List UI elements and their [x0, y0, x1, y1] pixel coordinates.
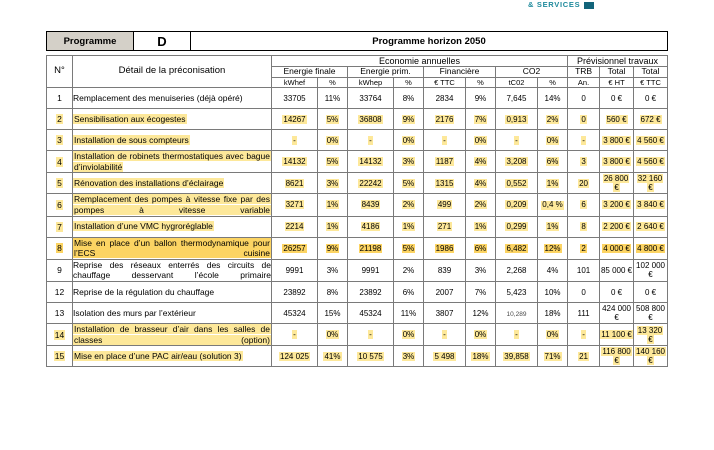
row-description: Remplacement des menuiseries (déjà opéré) [73, 88, 272, 109]
cell-kwhep: 23892 [348, 282, 394, 303]
cell-pct-energie-prim: 1% [394, 216, 424, 237]
table-row [47, 282, 668, 303]
table-row [47, 130, 668, 151]
row-number: 14 [47, 324, 73, 346]
cell-kwhep: 45324 [348, 303, 394, 324]
cell-pct-co2: 6% [538, 151, 568, 173]
row-number: 8 [47, 237, 73, 259]
cell-pct-financiere: 12% [466, 303, 496, 324]
row-number: 12 [47, 282, 73, 303]
cell-financiere-ttc: 2176 [424, 109, 466, 130]
row-description: Remplacement des pompes à vitesse fixe par des pompes à vitesse variable [74, 194, 270, 215]
cell-pct-energie-prim: 6% [394, 282, 424, 303]
table-row [47, 109, 668, 130]
cell-kwhef: 45324 [272, 303, 318, 324]
cell-total-ht: 116 800 € [600, 346, 634, 367]
cell-pct-financiere: 18% [466, 346, 496, 367]
cell-financiere-ttc: 271 [424, 216, 466, 237]
header-trb: TRB [568, 67, 600, 78]
cell-pct-energie-prim: 5% [394, 173, 424, 194]
cell-financiere-ttc: - [424, 130, 466, 151]
unit-pct-1: % [318, 78, 348, 88]
cell-kwhep: 21198 [348, 237, 394, 259]
cell-trb: 21 [568, 346, 600, 367]
cell-financiere-ttc: 1315 [424, 173, 466, 194]
cell-trb: 0 [568, 88, 600, 109]
cell-pct-energie-finale: 1% [318, 216, 348, 237]
unit-pct-2: % [394, 78, 424, 88]
cell-trb: 0 [568, 109, 600, 130]
cell-total-ttc: 0 € [634, 282, 668, 303]
table-row [47, 173, 668, 194]
cell-kwhef: 14267 [272, 109, 318, 130]
cell-tco2: - [496, 324, 538, 346]
cell-total-ht: 424 000 € [600, 303, 634, 324]
table-row [47, 346, 668, 367]
cell-pct-energie-finale: 5% [318, 109, 348, 130]
cell-total-ttc: 2 640 € [634, 216, 668, 237]
cell-total-ht: 3 200 € [600, 194, 634, 216]
cell-pct-financiere: 4% [466, 151, 496, 173]
cell-tco2: 7,645 [496, 88, 538, 109]
cell-kwhef: 14132 [272, 151, 318, 173]
cell-pct-energie-prim: 8% [394, 88, 424, 109]
cell-pct-financiere: 9% [466, 88, 496, 109]
programme-label: Programme [47, 32, 134, 50]
cell-kwhef: 3271 [272, 194, 318, 216]
header-energie-prim: Energie prim. [348, 67, 424, 78]
header-group-forecast: Prévisionnel travaux [568, 56, 668, 67]
cell-pct-financiere: 0% [466, 130, 496, 151]
brand-logo-text: & SERVICES [528, 0, 581, 9]
table-row [47, 303, 668, 324]
cell-tco2: 0,299 [496, 216, 538, 237]
cell-kwhef: 26257 [272, 237, 318, 259]
cell-pct-financiere: 7% [466, 282, 496, 303]
cell-total-ht: 2 200 € [600, 216, 634, 237]
cell-pct-co2: 10% [538, 282, 568, 303]
header-co2: CO2 [496, 67, 568, 78]
table-head [47, 56, 668, 88]
brand-logo-fragment [528, 0, 594, 9]
row-number: 9 [47, 259, 73, 281]
cell-tco2: - [496, 130, 538, 151]
unit-eht: € HT [600, 78, 634, 88]
cell-pct-energie-prim: 3% [394, 151, 424, 173]
unit-pct-4: % [538, 78, 568, 88]
unit-kwhep: kWhep [348, 78, 394, 88]
unit-tco2: tC02 [496, 78, 538, 88]
table-row [47, 259, 668, 281]
row-number: 7 [47, 216, 73, 237]
cell-kwhef: 8621 [272, 173, 318, 194]
cell-kwhef: - [272, 130, 318, 151]
row-description: Isolation des murs par l’extérieur [73, 303, 272, 324]
cell-pct-energie-prim: 2% [394, 259, 424, 281]
cell-pct-energie-finale: 9% [318, 237, 348, 259]
footer-clipped-text [52, 441, 662, 447]
cell-pct-financiere: 7% [466, 109, 496, 130]
cell-total-ht: 0 € [600, 282, 634, 303]
cell-total-ttc: 4 560 € [634, 151, 668, 173]
programme-value: D [134, 32, 191, 50]
cell-pct-energie-finale: 8% [318, 282, 348, 303]
cell-pct-co2: 2% [538, 109, 568, 130]
cell-tco2: 0,209 [496, 194, 538, 216]
cell-pct-energie-finale: 0% [318, 324, 348, 346]
cell-trb: 6 [568, 194, 600, 216]
cell-total-ttc: 672 € [634, 109, 668, 130]
cell-tco2: 0,913 [496, 109, 538, 130]
cell-pct-energie-finale: 0% [318, 130, 348, 151]
cell-trb: 0 [568, 282, 600, 303]
cell-financiere-ttc: 839 [424, 259, 466, 281]
cell-kwhef: 2214 [272, 216, 318, 237]
cell-pct-energie-finale: 15% [318, 303, 348, 324]
row-number: 6 [47, 194, 73, 216]
row-description: Reprise de la régulation du chauffage [73, 282, 272, 303]
cell-total-ht: 85 000 € [600, 259, 634, 281]
cell-pct-co2: 12% [538, 237, 568, 259]
cell-trb: 20 [568, 173, 600, 194]
row-description: Installation de robinets thermostatiques avec bague d’inviolabilité [74, 151, 270, 172]
cell-total-ttc: 0 € [634, 88, 668, 109]
header-detail: Détail de la préconisation [73, 56, 272, 88]
cell-pct-energie-finale: 11% [318, 88, 348, 109]
row-number: 1 [47, 88, 73, 109]
cell-kwhef: 124 025 [272, 346, 318, 367]
cell-pct-co2: 0,4 % [538, 194, 568, 216]
cell-pct-co2: 71% [538, 346, 568, 367]
cell-financiere-ttc: 1986 [424, 237, 466, 259]
unit-an: An. [568, 78, 600, 88]
cell-pct-financiere: 0% [466, 324, 496, 346]
cell-kwhef: 9991 [272, 259, 318, 281]
cell-trb: 3 [568, 151, 600, 173]
cell-financiere-ttc: 5 498 [424, 346, 466, 367]
unit-kwhef: kWhef [272, 78, 318, 88]
footer-left-text [52, 444, 54, 447]
cell-kwhep: 14132 [348, 151, 394, 173]
cell-kwhep: 9991 [348, 259, 394, 281]
header-financiere: Financière [424, 67, 496, 78]
row-number: 13 [47, 303, 73, 324]
cell-pct-co2: 0% [538, 324, 568, 346]
row-description: Reprise des réseaux enterrés des circuits de chauffage desservant l’école primaire [73, 259, 271, 281]
cell-financiere-ttc: 1187 [424, 151, 466, 173]
cell-kwhep: 10 575 [348, 346, 394, 367]
table-row [47, 216, 668, 237]
unit-ettc: € TTC [424, 78, 466, 88]
cell-kwhef: 23892 [272, 282, 318, 303]
cell-financiere-ttc: - [424, 324, 466, 346]
cell-pct-energie-finale: 1% [318, 194, 348, 216]
row-description: Mise en place d’un ballon thermodynamique pour l’ECS cuisine [74, 237, 270, 259]
cell-kwhep: 22242 [348, 173, 394, 194]
cell-kwhef: - [272, 324, 318, 346]
cell-total-ht: 3 800 € [600, 130, 634, 151]
cell-total-ht: 4 000 € [600, 237, 634, 259]
cell-pct-energie-prim: 2% [394, 194, 424, 216]
cell-total-ht: 11 100 € [600, 324, 634, 346]
cell-total-ttc: 32 160 € [634, 173, 668, 194]
cell-tco2: 39,858 [496, 346, 538, 367]
table-row [47, 151, 668, 173]
cell-pct-co2: 14% [538, 88, 568, 109]
cell-financiere-ttc: 499 [424, 194, 466, 216]
row-description: Installation de sous compteurs [73, 130, 272, 151]
programme-title: Programme horizon 2050 [191, 32, 667, 50]
table-row [47, 324, 668, 346]
cell-pct-financiere: 4% [466, 173, 496, 194]
table-row [47, 237, 668, 259]
cell-total-ttc: 140 160 € [634, 346, 668, 367]
brand-logo-mark-icon [584, 2, 594, 9]
header-group-savings: Economie annuelles [272, 56, 568, 67]
programme-bar [46, 31, 668, 51]
row-description: Mise en place d’une PAC air/eau (solution 3) [73, 346, 272, 367]
cell-pct-energie-prim: 3% [394, 346, 424, 367]
cell-tco2: 2,268 [496, 259, 538, 281]
cell-total-ttc: 4 800 € [634, 237, 668, 259]
preconisation-table-wrap [46, 55, 668, 367]
cell-pct-energie-prim: 5% [394, 237, 424, 259]
row-description: Rénovation des installations d’éclairage [73, 173, 272, 194]
cell-pct-energie-prim: 9% [394, 109, 424, 130]
cell-pct-financiere: 2% [466, 194, 496, 216]
cell-total-ttc: 4 560 € [634, 130, 668, 151]
row-number: 3 [47, 130, 73, 151]
cell-pct-co2: 0% [538, 130, 568, 151]
cell-pct-energie-prim: 0% [394, 130, 424, 151]
cell-tco2: 0,552 [496, 173, 538, 194]
cell-pct-co2: 1% [538, 173, 568, 194]
header-energie-finale: Energie finale [272, 67, 348, 78]
cell-total-ht: 26 800 € [600, 173, 634, 194]
cell-pct-energie-finale: 5% [318, 151, 348, 173]
cell-tco2: 10,289 [496, 303, 538, 324]
cell-pct-energie-finale: 41% [318, 346, 348, 367]
header-row-groups [47, 56, 668, 67]
row-description: Installation d’une VMC hygroréglable [73, 216, 272, 237]
cell-kwhep: 36808 [348, 109, 394, 130]
cell-trb: - [568, 324, 600, 346]
cell-kwhep: - [348, 324, 394, 346]
cell-pct-co2: 1% [538, 216, 568, 237]
cell-trb: 8 [568, 216, 600, 237]
cell-financiere-ttc: 2834 [424, 88, 466, 109]
cell-pct-energie-prim: 0% [394, 324, 424, 346]
cell-pct-energie-finale: 3% [318, 173, 348, 194]
cell-total-ttc: 102 000 € [634, 259, 668, 281]
unit-ettc-2: € TTC [634, 78, 668, 88]
cell-kwhep: 4186 [348, 216, 394, 237]
row-number: 2 [47, 109, 73, 130]
row-description: Sensibilisation aux écogestes [73, 109, 272, 130]
table-body [47, 88, 668, 367]
cell-total-ht: 0 € [600, 88, 634, 109]
cell-pct-co2: 18% [538, 303, 568, 324]
cell-kwhep: - [348, 130, 394, 151]
header-total-ttc: Total [634, 67, 668, 78]
cell-kwhef: 33705 [272, 88, 318, 109]
cell-pct-financiere: 6% [466, 237, 496, 259]
row-number: 4 [47, 151, 73, 173]
header-n: N° [47, 56, 73, 88]
row-number: 5 [47, 173, 73, 194]
row-number: 15 [47, 346, 73, 367]
unit-pct-3: % [466, 78, 496, 88]
cell-trb: - [568, 130, 600, 151]
cell-trb: 2 [568, 237, 600, 259]
table-row [47, 88, 668, 109]
cell-pct-energie-prim: 11% [394, 303, 424, 324]
cell-financiere-ttc: 2007 [424, 282, 466, 303]
header-total-ht: Total [600, 67, 634, 78]
cell-tco2: 6,482 [496, 237, 538, 259]
cell-trb: 101 [568, 259, 600, 281]
row-description: Installation de brasseur d’air dans les salles de classes (option) [74, 324, 270, 345]
cell-kwhep: 8439 [348, 194, 394, 216]
cell-tco2: 5,423 [496, 282, 538, 303]
table-row [47, 194, 668, 216]
cell-financiere-ttc: 3807 [424, 303, 466, 324]
cell-total-ttc: 3 840 € [634, 194, 668, 216]
cell-total-ttc: 13 320 € [634, 324, 668, 346]
cell-pct-financiere: 3% [466, 259, 496, 281]
cell-total-ht: 560 € [600, 109, 634, 130]
cell-kwhep: 33764 [348, 88, 394, 109]
preconisation-table [46, 55, 668, 367]
cell-total-ht: 3 800 € [600, 151, 634, 173]
cell-total-ttc: 508 800 € [634, 303, 668, 324]
cell-trb: 111 [568, 303, 600, 324]
cell-tco2: 3,208 [496, 151, 538, 173]
cell-pct-energie-finale: 3% [318, 259, 348, 281]
cell-pct-co2: 4% [538, 259, 568, 281]
cell-pct-financiere: 1% [466, 216, 496, 237]
